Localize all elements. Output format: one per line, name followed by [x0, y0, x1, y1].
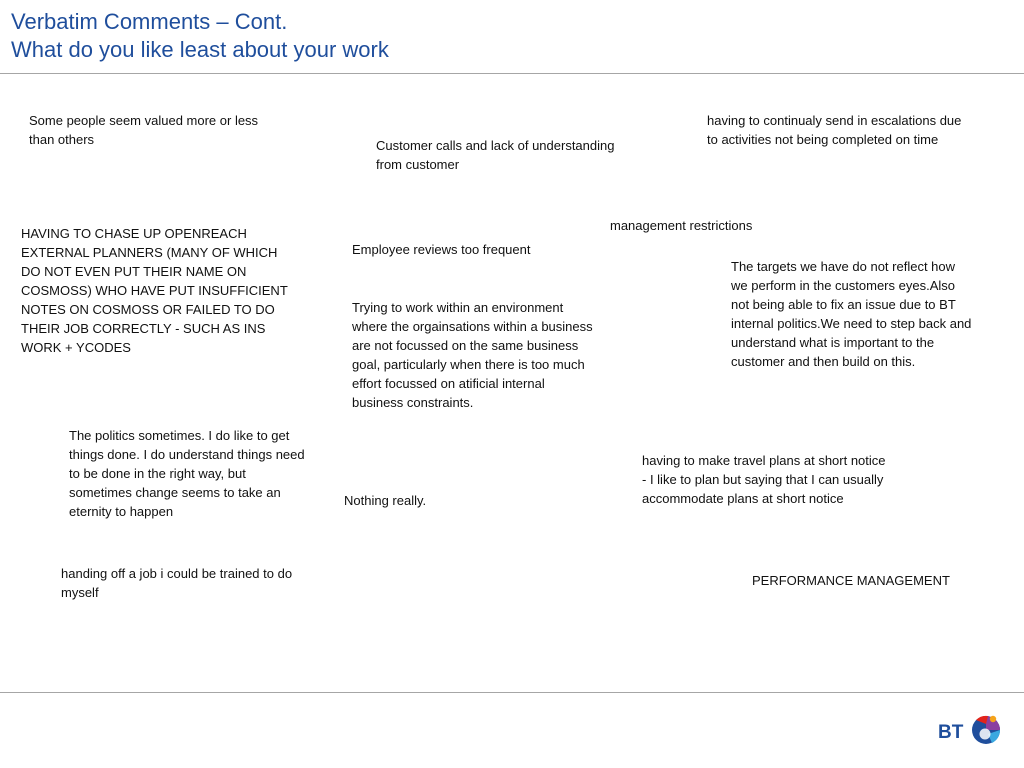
bt-logo	[936, 712, 1006, 748]
comment-openreach-planners: HAVING TO CHASE UP OPENREACH EXTERNAL PLANNERS (MANY OF WHICH DO NOT EVEN PUT THEIR NAME ON COSMOSS) WHO HAVE PUT INSUFFICIENT NOTES ON COSMOSS OR FAILED TO DO THEIR JOB CORRECTLY - SUCH AS INS WORK + YCODES	[21, 226, 288, 355]
comment-management-restrictions: management restrictions	[610, 218, 753, 233]
comment-environment: Trying to work within an environment where the orgainsations within a business are not focussed on the same business goal, particularly when there is too much effort focussed on atificial internal business constraints.	[352, 300, 593, 410]
comment-valued-more-or-less: Some people seem valued more or less than others	[29, 113, 259, 147]
comment-customer-calls: Customer calls and lack of understanding from customer	[376, 138, 615, 172]
comment-escalations: having to continualy send in escalations due to activities not being completed on time	[707, 113, 962, 147]
slide-title	[11, 8, 389, 64]
bt-logo-text: BT	[938, 722, 964, 743]
slide-title-line-1: Verbatim Comments – Cont.	[11, 9, 288, 34]
comment-employee-reviews: Employee reviews too frequent	[352, 242, 531, 257]
bt-globe-icon	[972, 716, 1000, 744]
slide-title-line-2: What do you like least about your work	[11, 37, 389, 62]
bottom-divider	[0, 692, 1024, 693]
comment-travel-plans: having to make travel plans at short notice - I like to plan but saying that I can usually accommodate plans at short notice	[642, 453, 886, 506]
comment-politics: The politics sometimes. I do like to get things done. I do understand things need to be done in the right way, but sometimes change seems to take an eternity to happen	[69, 428, 305, 519]
comment-handing-off-job: handing off a job i could be trained to do myself	[61, 566, 293, 600]
comment-performance-management: PERFORMANCE MANAGEMENT	[752, 573, 950, 588]
comment-targets: The targets we have do not reflect how we perform in the customers eyes.Also not being able to fix an issue due to BT internal politics.We need to step back and understand what is important to the customer and then build on this.	[731, 259, 972, 369]
comment-nothing-really: Nothing really.	[344, 493, 427, 508]
top-divider	[0, 73, 1024, 74]
